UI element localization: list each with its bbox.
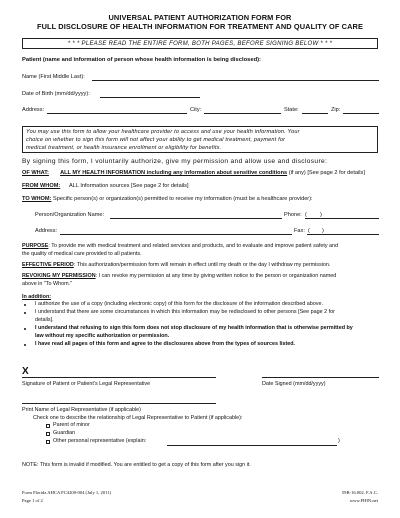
other-representative-label: Other personal representative (explain: (53, 438, 147, 444)
purpose-line1 (22, 243, 338, 250)
from-whom-label: FROM WHOM: (22, 183, 61, 189)
info-line1: You may use this form to allow your healthcare provider to access and use your health information. Your (26, 129, 300, 135)
name-label: Name (First Middle Last): (22, 74, 85, 80)
phone-field-paren-close: ) (320, 212, 322, 218)
dob-field[interactable] (100, 97, 200, 98)
city-field[interactable] (204, 113, 281, 114)
zip-field[interactable] (343, 113, 379, 114)
signature-label: Signature of Patient or Patient's Legal Representative (22, 381, 151, 387)
phone-field[interactable] (305, 218, 379, 219)
notice-box (22, 38, 378, 49)
of-what-row (22, 170, 365, 177)
fax-label: Fax: (294, 228, 305, 234)
bullet-3 (24, 328, 26, 330)
notice-text: * * * PLEASE READ THE ENTIRE FORM, BOTH PAGES, BEFORE SIGNING BELOW * * * (67, 40, 333, 47)
fax-field-paren-close: ) (322, 228, 324, 234)
address-label: Address: (22, 107, 45, 113)
invalid-note: NOTE: This form is invalid if modified. You are entitled to get a copy of this form after you sign it. (22, 462, 251, 468)
fax-field[interactable] (307, 234, 379, 235)
guardian-label: Guardian (53, 430, 76, 436)
footer-page-number: Page 1 of 2 (22, 498, 43, 503)
org-address-field[interactable] (60, 234, 292, 235)
info-line2: choice on whether to sign this form will not affect your ability to get medical treatment, payment for (26, 137, 286, 143)
in-addition-item-3: I understand that refusing to sign this form does not stop disclosure of my health information that is otherwise permitted by (35, 325, 353, 331)
state-label: State: (284, 107, 299, 113)
purpose-line2: the quality of medical care provided to all patients. (22, 251, 142, 257)
to-whom-value: Specific person(s) or organization(s) permitted to receive my information (must be a healthcare provider): (52, 196, 313, 202)
info-box (22, 126, 378, 153)
from-whom-value: ALL Information sources [See page 2 for details] (69, 183, 189, 189)
to-whom-row (22, 196, 313, 203)
form-title-line1: UNIVERSAL PATIENT AUTHORIZATION FORM FOR (108, 13, 292, 22)
state-field[interactable] (302, 113, 328, 114)
patient-heading: Patient (name and information of person whose health information is being disclosed): (22, 57, 261, 63)
date-signed-field[interactable] (262, 377, 379, 378)
footer-rule-ref: 59B-16.002, F.A.C. (341, 490, 378, 495)
guardian-checkbox[interactable] (46, 432, 50, 436)
footer-website: www.FHIN.net (349, 498, 378, 503)
in-addition-item-2: I understand that there are some circumstances in which this information may be redisclosed to other persons [See page 2 for (35, 309, 335, 315)
signature-x-mark: X (22, 366, 29, 377)
in-addition-heading: In addition: (22, 294, 52, 300)
from-whom-row (22, 183, 189, 190)
form-title-line2: FULL DISCLOSURE OF HEALTH INFORMATION FOR TREATMENT AND QUALITY OF CARE (37, 22, 363, 31)
city-label: City: (190, 107, 202, 113)
org-name-field[interactable] (110, 218, 282, 219)
phone-label: Phone: (284, 212, 302, 218)
print-name-label: Print Name of Legal Representative (if applicable) (22, 407, 141, 413)
revoking-text: : I can revoke my permission at any time by giving written notice to the person or organization named (95, 273, 337, 279)
in-addition-item-1: I authorize the use of a copy (including electronic copy) of this form for the disclosure of the information described above. (35, 301, 323, 307)
zip-label: Zip: (331, 107, 341, 113)
relationship-label: Check one to describe the relationship of Legal Representative to Patient (if applicable): (33, 415, 243, 421)
purpose-text: : To provide me with medical treatment and related services and products, and to evaluate and improve patient safety and (48, 243, 339, 249)
fax-field-paren-open: ( (308, 228, 310, 234)
org-address-label: Address: (35, 228, 58, 234)
dob-label: Date of Birth (mm/dd/yyyy): (22, 91, 90, 97)
effective-period-label: EFFECTIVE PERIOD (22, 262, 74, 268)
parent-of-minor-checkbox[interactable] (46, 424, 50, 428)
revoking-line1 (22, 273, 336, 280)
revoking-label: REVOKING MY PERMISSION (22, 273, 96, 279)
footer-form-id: Form Florida AHCA FC4200-004 (July 1, 2011) (22, 490, 112, 495)
org-name-label: Person/Organization Name: (35, 212, 105, 218)
bullet-2 (24, 312, 26, 314)
to-whom-label: TO WHOM: (22, 196, 52, 202)
in-addition-item-3-cont: law without my specific authorization or permission. (35, 333, 170, 339)
effective-period-text: : This authorization/permission form will remain in effect until my death or the day I withdraw my permission. (73, 262, 331, 268)
signature-field[interactable] (22, 377, 216, 378)
bullet-1 (24, 304, 26, 306)
signing-statement: By signing this form, I voluntarily authorize, give my permission and allow use and disclosure: (22, 158, 328, 165)
address-field[interactable] (47, 113, 187, 114)
of-what-suffix: (if any) [See page 2 for details] (288, 170, 365, 176)
phone-field-paren-open: ( (305, 212, 307, 218)
name-field[interactable] (92, 80, 379, 81)
of-what-label: OF WHAT: (22, 170, 49, 176)
purpose-label: PURPOSE (22, 243, 49, 249)
bullet-4 (24, 344, 26, 346)
other-representative-close-paren: ) (338, 438, 340, 444)
parent-of-minor-label: Parent of minor (53, 422, 90, 428)
of-what-value: ALL MY HEALTH INFORMATION including any information about sensitive conditions (60, 170, 288, 176)
date-signed-label: Date Signed (mm/dd/yyyy) (262, 381, 326, 387)
in-addition-item-2-cont: details]. (35, 317, 54, 323)
effective-period-row (22, 262, 330, 269)
print-name-field[interactable] (22, 403, 216, 404)
other-representative-explain-field[interactable] (167, 445, 337, 446)
revoking-line2: above in "To Whom." (22, 281, 72, 287)
in-addition-item-4: I have read all pages of this form and agree to the disclosures above from the types of sources listed. (35, 341, 296, 347)
other-representative-checkbox[interactable] (46, 440, 50, 444)
info-line3: medical treatment, or health insurance enrollment or eligibility for benefits. (26, 145, 222, 151)
